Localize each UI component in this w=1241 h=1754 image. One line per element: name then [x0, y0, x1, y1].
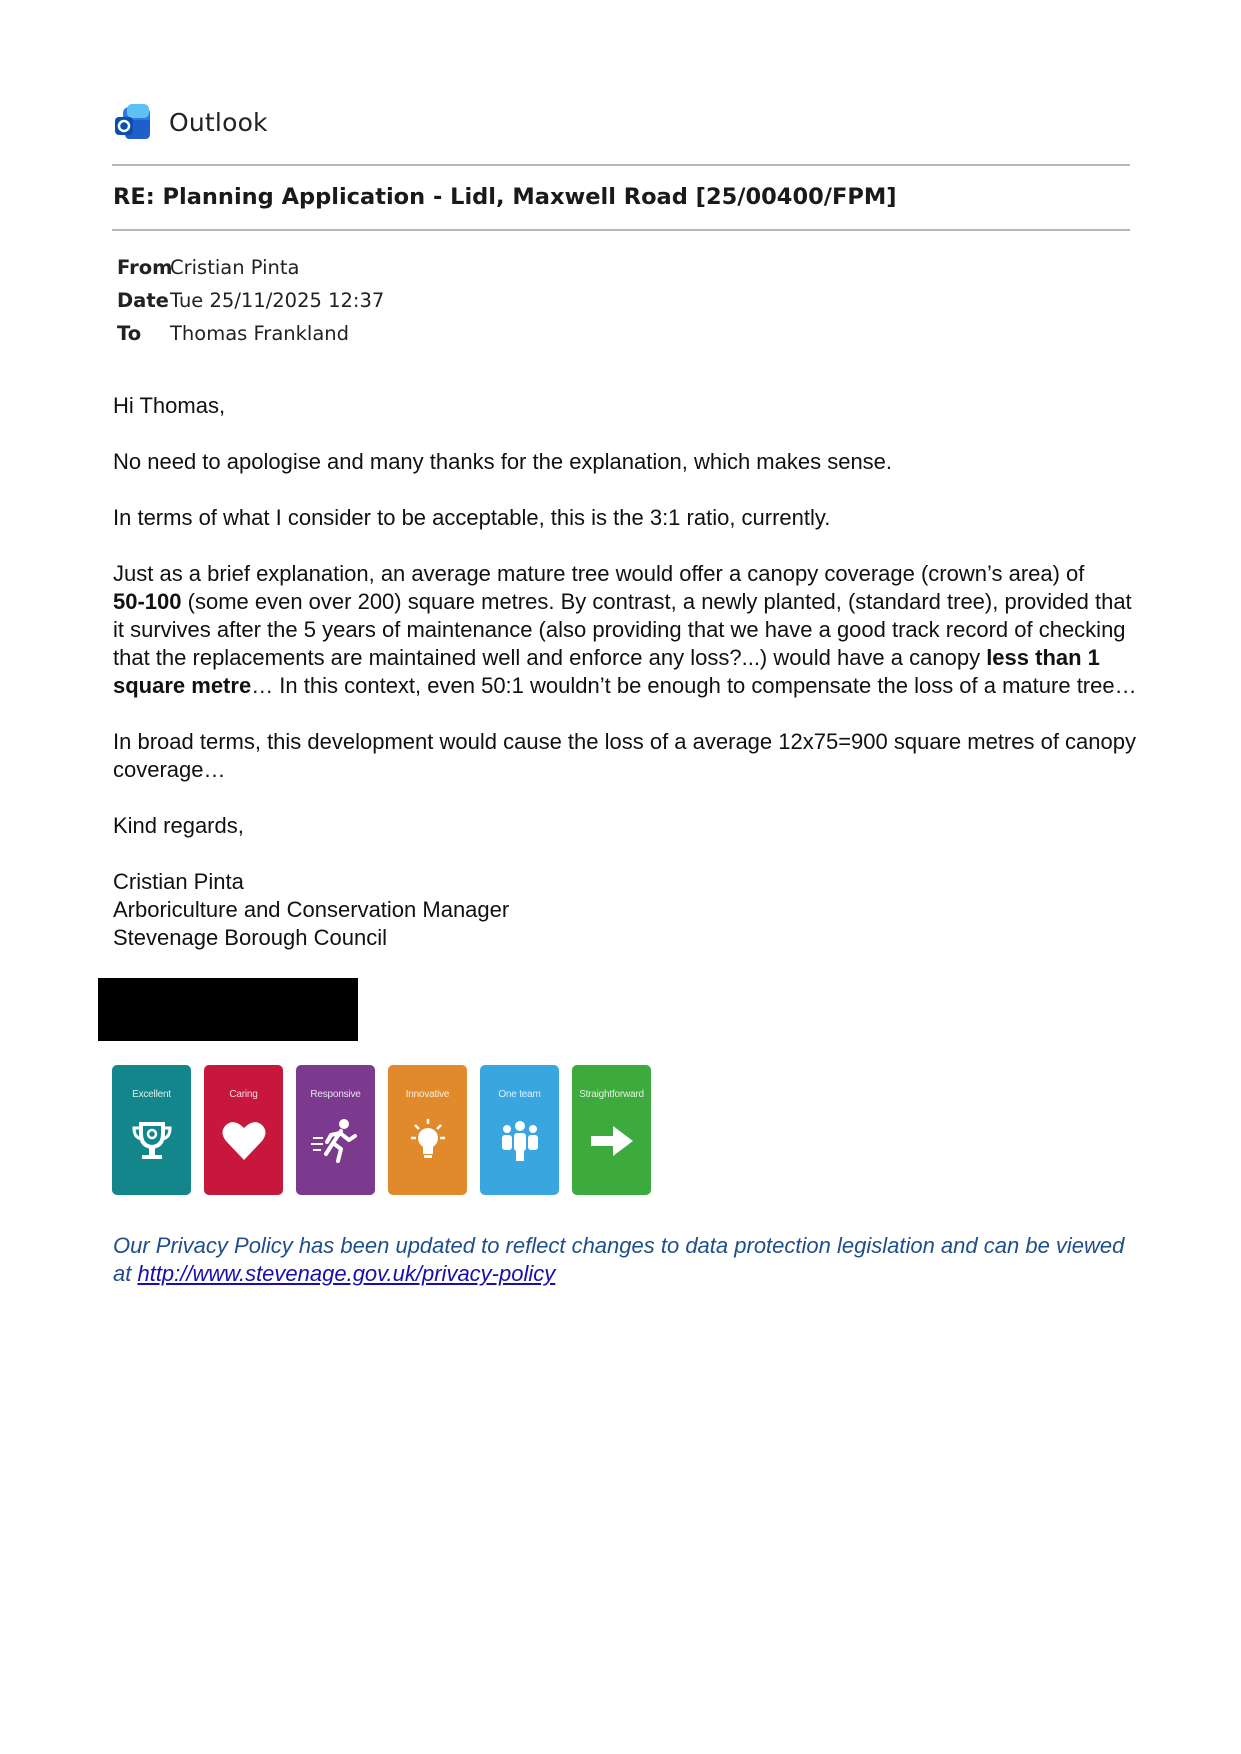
divider: [112, 229, 1130, 231]
date-label: Date: [117, 289, 169, 312]
value-tile-excellent: [112, 1065, 191, 1195]
greeting: Hi Thomas,: [113, 393, 226, 418]
value-label: Innovative: [405, 1089, 450, 1100]
from-value: Cristian Pinta: [170, 256, 300, 279]
to-label: To: [117, 322, 142, 345]
privacy-text: Our Privacy Policy has been updated to reflect changes to data protection legislation and can be viewed at: [113, 1233, 1125, 1286]
signature-title: Arboriculture and Conservation Manager: [113, 897, 510, 922]
value-label: Excellent: [132, 1089, 171, 1100]
value-label: One team: [498, 1089, 541, 1100]
value-label: Straightforward: [579, 1089, 644, 1100]
app-header: [113, 100, 268, 144]
signature-org: Stevenage Borough Council: [113, 925, 387, 950]
to-value: Thomas Frankland: [170, 322, 350, 345]
running-person-icon: [311, 1116, 361, 1166]
email-subject: RE: Planning Application - Lidl, Maxwell Road [25/00400/FPM]: [113, 184, 897, 210]
paragraph-3: [113, 560, 1143, 700]
signature-name: Cristian Pinta: [113, 869, 244, 894]
value-tile-innovative: [388, 1065, 467, 1195]
value-tile-responsive: [296, 1065, 375, 1195]
from-row: [117, 251, 384, 284]
from-label: From: [117, 256, 173, 279]
paragraph-3-c: … In this context, even 50:1 wouldn’t be enough to compensate the loss of a mature tree…: [251, 673, 1137, 698]
closing: Kind regards,: [113, 813, 244, 838]
canopy-new-tree: less than 1 square metre: [113, 645, 1100, 698]
value-tile-straightforward: [572, 1065, 651, 1195]
outlook-logo-icon: [113, 102, 153, 142]
heart-icon: [219, 1116, 269, 1166]
to-row: [117, 317, 384, 350]
paragraph-3-b: (some even over 200) square metres. By contrast, a newly planted, (standard tree), provided that it survives after the 5 years of maintenance (also providing that we have a good track record of checking that the replacements are maintained well and enforce any loss?...) would have a canopy: [113, 589, 1132, 670]
app-name: Outlook: [169, 107, 268, 137]
email-body: [113, 392, 1143, 952]
date-value: Tue 25/11/2025 12:37: [170, 289, 385, 312]
paragraph-1: No need to apologise and many thanks for the explanation, which makes sense.: [113, 449, 893, 474]
paragraph-3-a: Just as a brief explanation, an average mature tree would offer a canopy coverage (crown’s area) of: [113, 561, 1085, 586]
value-tile-caring: [204, 1065, 283, 1195]
privacy-policy-link[interactable]: http://www.stevenage.gov.uk/privacy-policy: [137, 1261, 556, 1286]
redaction-block: [98, 978, 358, 1041]
canopy-range: 50-100: [113, 589, 182, 614]
paragraph-2: In terms of what I consider to be acceptable, this is the 3:1 ratio, currently.: [113, 505, 831, 530]
divider: [112, 164, 1130, 166]
values-banner: [112, 1065, 664, 1195]
signature: [113, 868, 1143, 952]
value-label: Responsive: [310, 1089, 361, 1100]
team-icon: [495, 1116, 545, 1166]
paragraph-4: In broad terms, this development would cause the loss of a average 12x75=900 square metres of canopy coverage…: [113, 729, 1136, 782]
lightbulb-icon: [403, 1116, 453, 1166]
date-row: [117, 284, 384, 317]
trophy-icon: [127, 1116, 177, 1166]
value-tile-one-team: [480, 1065, 559, 1195]
arrow-right-icon: [587, 1116, 637, 1166]
privacy-notice: [113, 1232, 1133, 1288]
value-label: Caring: [229, 1089, 258, 1100]
email-meta: [117, 251, 384, 350]
